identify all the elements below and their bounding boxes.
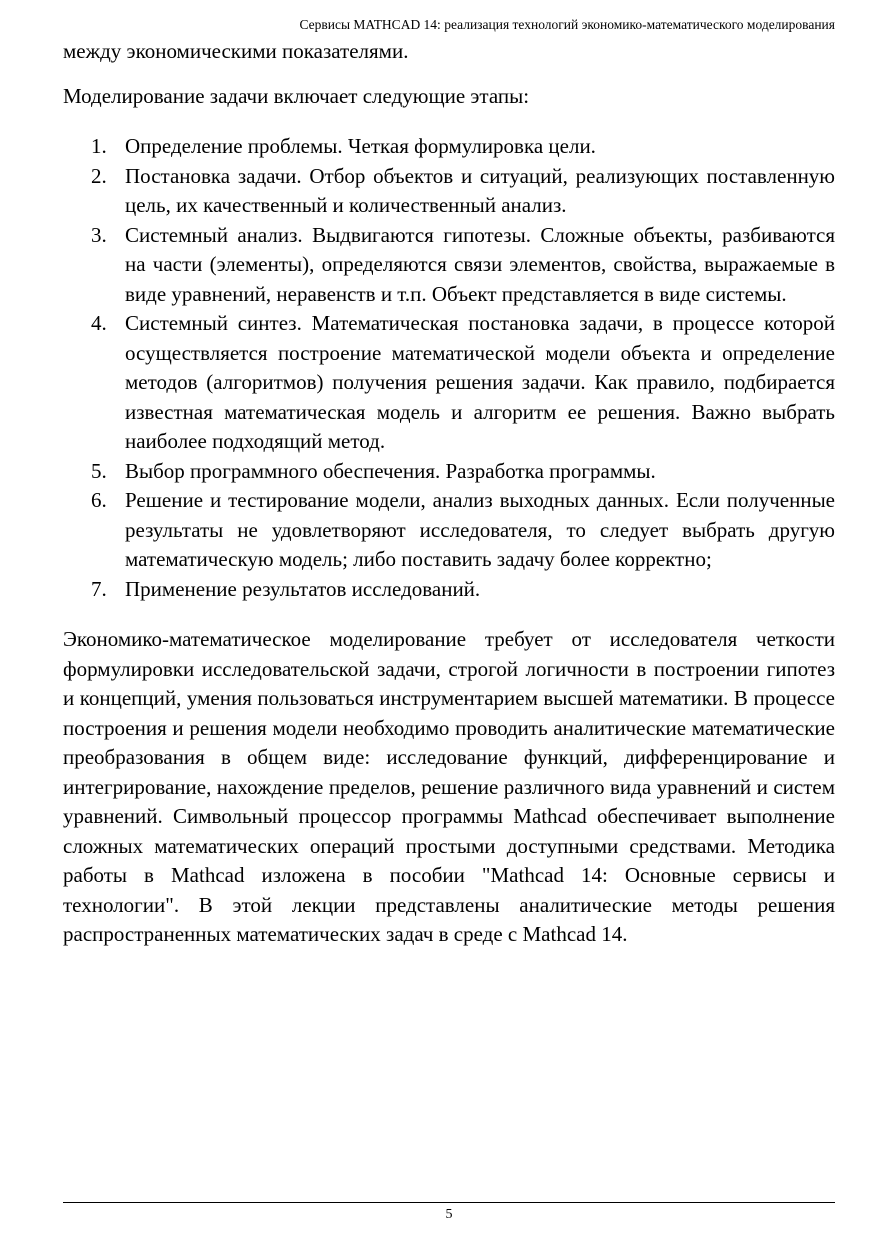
list-item-text: Системный синтез. Математическая постановка задачи, в процессе которой осуществляется построение математической модели объекта и определение методов (алгоритмов) получения решения задачи. Как правило, подбирается известная математическая модель и алгоритм ее решения. Важно выбрать наиболее подходящий метод.: [125, 311, 835, 453]
list-item-number: 4.: [91, 311, 107, 335]
lead-continuation: между экономическими показателями.: [63, 39, 409, 63]
list-item: [63, 309, 835, 457]
closing-paragraph: Экономико-математическое моделирование требует от исследователя четкости формулировки исследовательской задачи, строгой логичности в построении гипотез и концепций, умения пользоваться инструментарием высшей математики. В процессе построения и решения модели необходимо проводить аналитические математические преобразования в общем виде: исследование функций, дифференцирование и интегрирование, нахождение пределов, решение различного вида уравнений и систем уравнений. Символьный процессор программы Mathcad обеспечивает выполнение сложных математических операций простыми доступными средствами. Методика работы в Mathcad изложена в пособии "Mathcad 14: Основные сервисы и технологии". В этой лекции представлены аналитические методы решения распространенных математических задач в среде с Mathcad 14.: [63, 627, 835, 946]
list-item: [63, 162, 835, 221]
list-item-text: Применение результатов исследований.: [125, 576, 481, 601]
list-item: [63, 486, 835, 575]
page-number: 5: [445, 1207, 453, 1222]
list-item-number: 6.: [91, 488, 107, 512]
list-item-text: Системный анализ. Выдвигаются гипотезы. Сложные объекты, разбиваются на части (элементы), определяются связи элементов, свойства, выражаемые в виде уравнений, неравенств и т.п. Объект представляется в виде системы.: [125, 222, 835, 306]
steps-intro: Моделирование задачи включает следующие этапы:: [63, 83, 530, 108]
list-item: [63, 221, 835, 310]
list-item: [63, 457, 835, 487]
list-item-number: 2.: [91, 163, 107, 188]
footer-divider: [63, 1202, 835, 1203]
list-item: [63, 575, 835, 605]
list-item-number: 7.: [91, 576, 107, 601]
page-body: [63, 37, 835, 950]
list-item-number: 5.: [91, 458, 107, 483]
list-item-text: Определение проблемы. Четкая формулировка цели.: [125, 134, 596, 158]
running-header: Сервисы MATHCAD 14: реализация технологий экономико-математического моделирования: [299, 17, 835, 32]
list-item-number: 1.: [91, 134, 107, 158]
list-item-number: 3.: [91, 222, 107, 247]
list-item-text: Выбор программного обеспечения. Разработка программы.: [125, 458, 656, 483]
steps-list: [63, 132, 835, 604]
list-item: [63, 132, 835, 162]
list-item-text: Решение и тестирование модели, анализ выходных данных. Если полученные результаты не удовлетворяют исследователя, то следует выбрать другую математическую модель; либо поставить задачу более корректно;: [125, 488, 835, 571]
list-item-text: Постановка задачи. Отбор объектов и ситуаций, реализующих поставленную цель, их качественный и количественный анализ.: [125, 163, 835, 217]
